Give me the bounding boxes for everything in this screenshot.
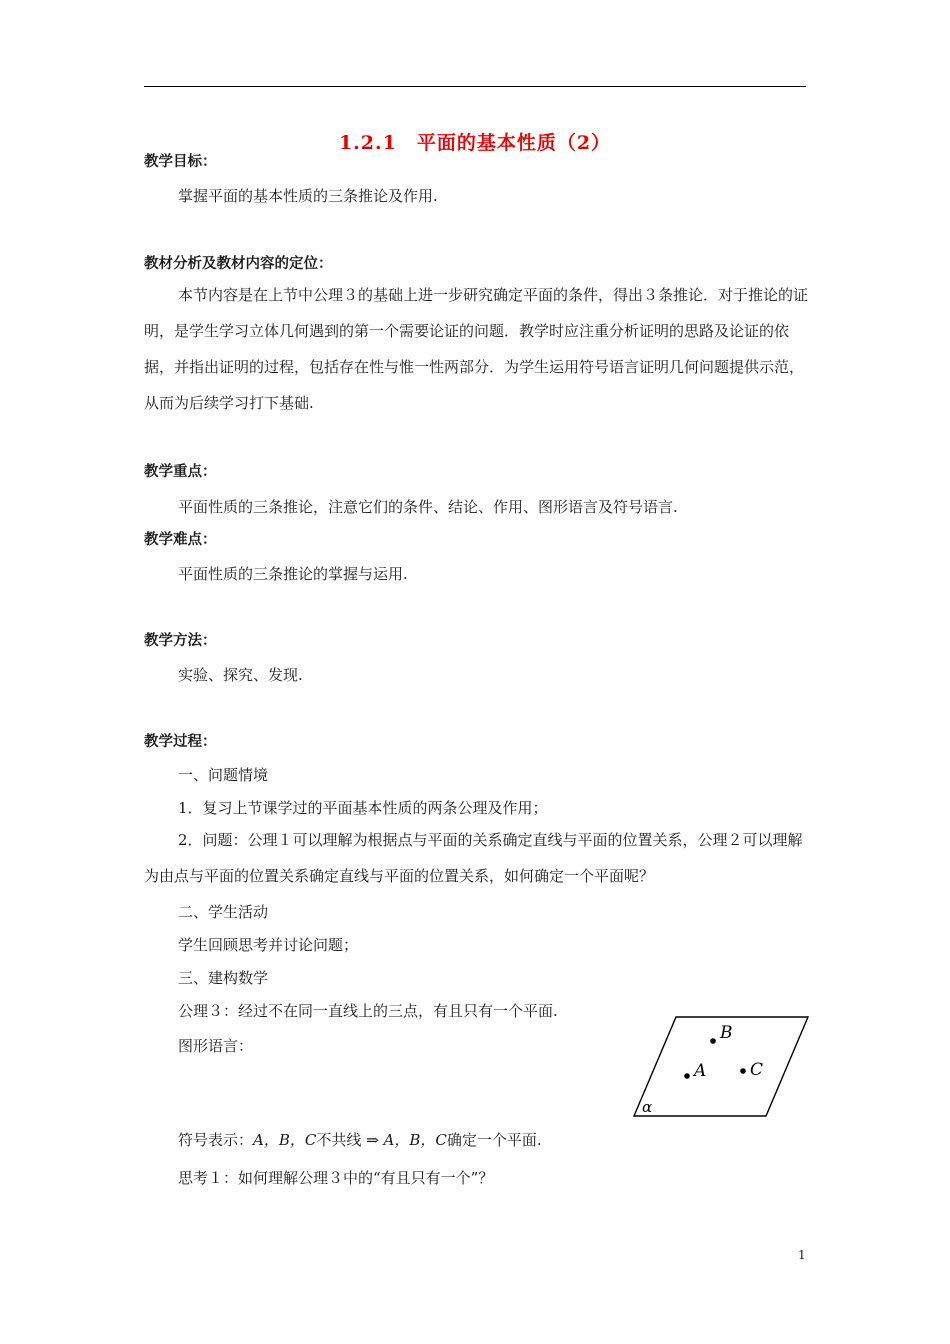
section-2-heading: 二、学生活动 xyxy=(178,903,269,921)
symbol-vars: A，B，C xyxy=(253,1131,317,1149)
point-b-label: B xyxy=(720,1023,733,1043)
point-c-dot xyxy=(740,1068,746,1074)
goal-heading: 教学目标： xyxy=(144,153,217,170)
symbol-end: 确定一个平面. xyxy=(446,1131,542,1149)
section-3-heading: 三、建构数学 xyxy=(178,969,269,987)
analysis-paragraph: 本节内容是在上节中公理３的基础上进一步研究确定平面的条件，得出３条推论．对于推论的证明，是学生学习立体几何遇到的第一个需要论证的问题．教学时应注重分析证明的思路及论证的依据，并指出证明的过程，包括存在性与惟一性两部分．为学生运用符号语言证明几何问题提供示范，从而为后续学习打下基础. xyxy=(144,286,809,412)
difficulty-text: 平面性质的三条推论的掌握与运用. xyxy=(178,565,408,583)
think-1-text: 思考１：如何理解公理３中的“有且只有一个”？ xyxy=(178,1169,494,1187)
symbol-notation xyxy=(178,1130,542,1150)
page-title: 1.2.1 平面的基本性质（2） xyxy=(338,132,612,154)
analysis-heading: 教材分析及教材内容的定位： xyxy=(144,255,333,272)
plane-figure xyxy=(630,1012,820,1122)
axiom-3-text: 公理３：经过不在同一直线上的三点，有且只有一个平面. xyxy=(178,1002,558,1020)
method-text: 实验、探究、发现. xyxy=(178,666,303,684)
symbol-prefix: 符号表示： xyxy=(178,1131,254,1149)
process-heading: 教学过程： xyxy=(144,733,217,750)
graphic-language-label: 图形语言： xyxy=(178,1037,254,1055)
activity-text: 学生回顾思考并讨论问题； xyxy=(178,936,359,954)
symbol-mid: 不共线 xyxy=(316,1131,362,1149)
item-2: 2．问题：公理１可以理解为根据点与平面的关系确定直线与平面的位置关系，公理２可以理解为由点与平面的位置关系确定直线与平面的位置关系，如何确定一个平面呢？ xyxy=(144,831,803,885)
goal-text: 掌握平面的基本性质的三条推论及作用. xyxy=(178,187,438,205)
implies-symbol: ⇒ xyxy=(366,1131,379,1149)
item-1: 1．复习上节课学过的平面基本性质的两条公理及作用； xyxy=(178,799,548,817)
point-b-dot xyxy=(710,1038,716,1044)
key-heading: 教学重点： xyxy=(144,463,217,480)
method-heading: 教学方法： xyxy=(144,632,217,649)
page-number: 1 xyxy=(798,1248,806,1262)
point-a-dot xyxy=(684,1073,690,1079)
header-rule xyxy=(144,86,806,87)
difficulty-heading: 教学难点： xyxy=(144,531,217,548)
section-1-heading: 一、问题情境 xyxy=(178,766,269,784)
plane-alpha-label: α xyxy=(642,1098,653,1116)
key-text: 平面性质的三条推论，注意它们的条件、结论、作用、图形语言及符号语言. xyxy=(178,498,678,516)
point-a-label: A xyxy=(694,1061,707,1081)
point-c-label: C xyxy=(750,1060,764,1080)
symbol-vars-2: A，B，C xyxy=(383,1131,447,1149)
